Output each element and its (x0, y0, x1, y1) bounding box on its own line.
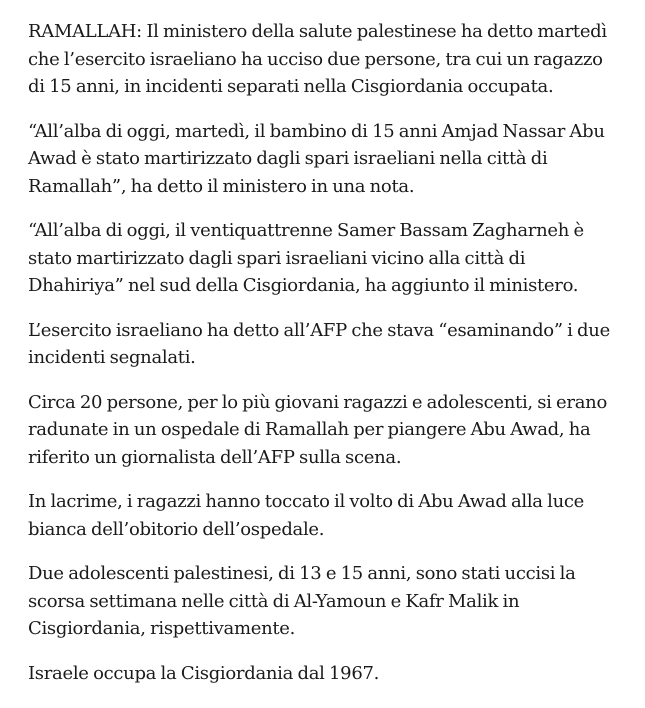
article-paragraph-8: Israele occupa la Cisgiordania dal 1967. (28, 662, 380, 684)
article-paragraph-1: RAMALLAH: Il ministero della salute palestinese ha detto martedì che l’esercito israeliano ha ucciso due persone, tra cui un ragazzo di 15 anni, in incidenti separati nella Cisgiordania occupata. (28, 21, 607, 97)
article-paragraph-4: L’esercito israeliano ha detto all’AFP che stava “esaminando” i due incidenti segnalati. (28, 319, 610, 368)
article-paragraph-7: Due adolescenti palestinesi, di 13 e 15 anni, sono stati uccisi la scorsa settimana nelle città di Al-Yamoun e Kafr Malik in Cisgiordania, rispettivamente. (28, 563, 576, 639)
article-paragraph-2: “All’alba di oggi, martedì, il bambino di 15 anni Amjad Nassar Abu Awad è stato martirizzato dagli spari israeliani nella città di Ramallah”, ha detto il ministero in una nota. (28, 120, 605, 197)
article-paragraph-6: In lacrime, i ragazzi hanno toccato il volto di Abu Awad alla luce bianca dell’obitorio dell’ospedale. (28, 491, 585, 540)
article-paragraph-5: Circa 20 persone, per lo più giovani ragazzi e adolescenti, si erano radunate in un ospedale di Ramallah per piangere Abu Awad, ha riferito un giornalista dell’AFP sulla scena. (28, 391, 607, 468)
article-paragraph-3: “All’alba di oggi, il ventiquattrenne Samer Bassam Zagharneh è stato martirizzato dagli spari israeliani vicino alla città di Dhahiriya” nel sud della Cisgiordania, ha aggiunto il ministero. (28, 220, 584, 296)
